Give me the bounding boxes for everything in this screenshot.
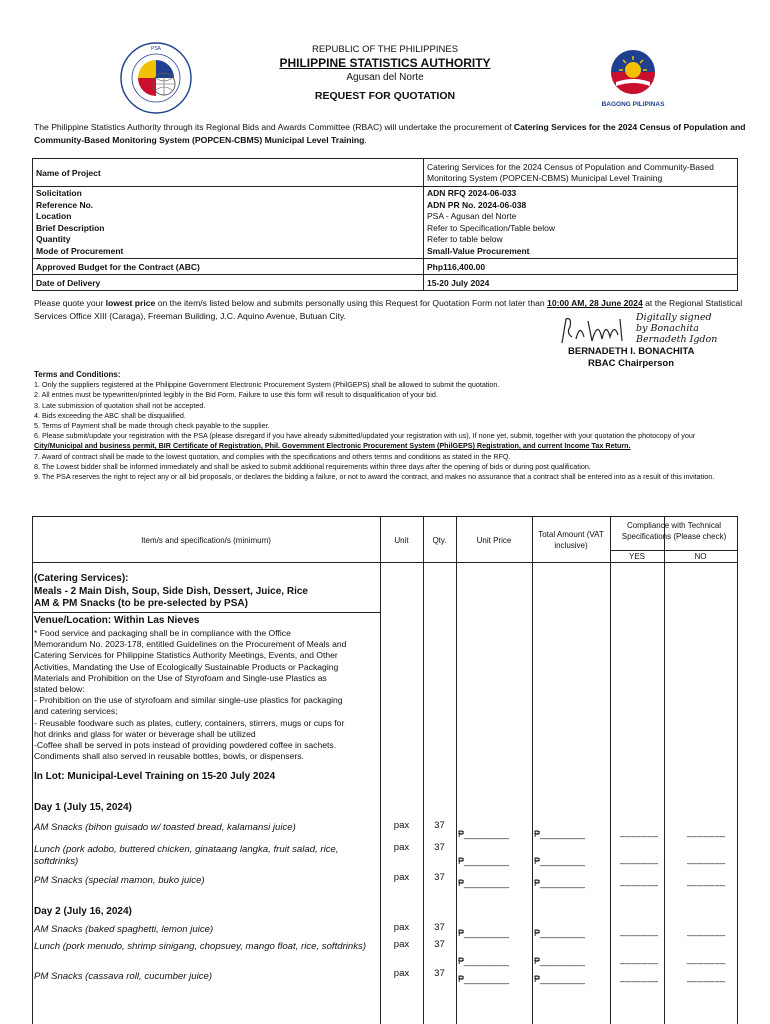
day2-am-unit-price-blank[interactable]: ₱_________ <box>458 928 510 938</box>
day2-lunch-qty: 37 <box>434 939 445 950</box>
republic-line: REPUBLIC OF THE PHILIPPINES <box>311 44 459 55</box>
delivery-value: 15-20 July 2024 <box>424 275 738 291</box>
intro-paragraph: The Philippine Statistics Authority through its Regional Bids and Awards Committee (RBAC) will undertake the procurement of Catering Services for the 2024 Census of Population and Community-Based Monitoring System (POPCEN-CBMS) Municipal Level Training. <box>34 122 746 145</box>
agency-name: PHILIPPINE STATISTICS AUTHORITY <box>279 56 491 70</box>
day1-lunch-qty: 37 <box>434 842 445 853</box>
lot-heading: In Lot: Municipal-Level Training on 15-20 July 2024 <box>34 771 276 782</box>
day2-am-qty: 37 <box>434 922 445 933</box>
day2-item-lunch: Lunch (pork menudo, shrimp sinigang, chopsuey, mango float, rice, softdrinks) <box>34 941 367 952</box>
project-value: Catering Services for the 2024 Census of Population and Community-Based Monitoring System (POPCEN-CBMS) Municipal Level Training <box>424 159 738 187</box>
day2-am-unit: pax <box>393 922 410 933</box>
day1-lunch-total-blank[interactable]: ₱_________ <box>534 856 586 866</box>
svg-text:PSA: PSA <box>150 46 162 52</box>
digital-signature-note: Digitally signed by Bonachita Bernadeth Igdon <box>636 312 718 345</box>
day1-pm-yes-blank[interactable]: _______ <box>620 876 659 886</box>
province-name: Agusan del Norte <box>346 72 424 83</box>
day2-am-yes-blank[interactable]: _______ <box>620 926 659 936</box>
day1-lunch-no-blank[interactable]: _______ <box>687 854 726 864</box>
day2-item-pm-snacks: PM Snacks (cassava roll, cucumber juice) <box>34 971 213 982</box>
food-service-specifications: * Food service and packaging shall be in compliance with the Office Memorandum No. 2023-178, entitled Guidelines on the Procurement of Meals and Catering Services for Philippine Statistics Authority Meetings, Events, and Other Activities, Mandating the Use of Ecologically Sustainable Products or Packaging Materials and Prohibition on the Use of Styrofoam and Single-use Plastics as stated below: - Prohibition on the use of styrofoam and similar single-use plastics for packaging and catering services; - Reusable foodware such as plates, cutlery, containers, stirrers, mugs or cups for hot drinks and glass for water or beverage shall be utilized -Coffee shall be served in pots instead of providing powdered coffee in sachets. Condiments shall also served in reusable bottles, bowls, or dispensers. <box>34 628 347 762</box>
day1-lunch-unit-price-blank[interactable]: ₱_________ <box>458 856 510 866</box>
day1-heading: Day 1 (July 15, 2024) <box>34 802 132 813</box>
day1-am-qty: 37 <box>434 820 445 831</box>
day2-lunch-unit: pax <box>393 939 410 950</box>
day2-lunch-no-blank[interactable]: _______ <box>687 954 726 964</box>
project-info-table <box>32 158 738 291</box>
handwritten-signature <box>558 313 638 347</box>
day1-am-unit: pax <box>393 820 410 831</box>
signatory-name: BERNADETH I. BONACHITA <box>568 346 695 357</box>
day1-lunch-unit: pax <box>393 842 410 853</box>
day2-pm-unit-price-blank[interactable]: ₱_________ <box>458 974 510 984</box>
project-label: Name of Project <box>33 159 424 187</box>
col-no: NO <box>694 552 707 561</box>
day2-lunch-yes-blank[interactable]: _______ <box>620 954 659 964</box>
solicitation-values: ADN RFQ 2024-06-033 ADN PR No. 2024-06-038 PSA - Agusan del Norte Refer to Specification/Table below Refer to table below Small-Value Procurement <box>424 187 738 259</box>
bagong-pilipinas-logo <box>588 46 678 110</box>
day2-heading: Day 2 (July 16, 2024) <box>34 906 132 917</box>
deadline: 10:00 AM, 28 June 2024 <box>547 298 643 308</box>
day2-pm-unit: pax <box>393 968 410 979</box>
document-header <box>0 0 770 110</box>
day2-lunch-unit-price-blank[interactable]: ₱_________ <box>458 956 510 966</box>
day1-pm-total-blank[interactable]: ₱_________ <box>534 878 586 888</box>
col-compliance: Compliance with Technical Specifications (Please check) <box>621 521 727 541</box>
items-table <box>32 516 738 1024</box>
day1-item-lunch: Lunch (pork adobo, buttered chicken, ginataang langka, fruit salad, rice, softdrinks) <box>34 844 339 867</box>
day1-pm-unit-price-blank[interactable]: ₱_________ <box>458 878 510 888</box>
abc-value: Php116,400.00 <box>424 259 738 275</box>
venue-heading: Venue/Location: Within Las Nieves <box>34 615 200 626</box>
day1-pm-no-blank[interactable]: _______ <box>687 876 726 886</box>
day2-lunch-total-blank[interactable]: ₱_________ <box>534 956 586 966</box>
quotation-instructions: Please quote your lowest price on the item/s listed below and submits personally using this Request for Quotation Form not later than 10:00 AM, 28 June 2024 at the Regional Statistical Services Office XIII (Caraga), Freeman Building, J.C. Aquino Avenue, Butuan City. <box>34 298 743 321</box>
col-yes: YES <box>628 552 645 561</box>
day2-pm-qty: 37 <box>434 968 445 979</box>
day2-pm-no-blank[interactable]: _______ <box>687 972 726 982</box>
day1-pm-unit: pax <box>393 872 410 883</box>
bagong-pilipinas-text: BAGONG PILIPINAS <box>601 101 665 108</box>
catering-heading: (Catering Services): Meals - 2 Main Dish, Soup, Side Dish, Dessert, Juice, Rice AM & PM Snacks (to be pre-selected by PSA) <box>34 573 308 609</box>
day1-item-am-snacks: AM Snacks (bihon guisado w/ toasted bread, kalamansi juice) <box>34 822 296 833</box>
solicitation-labels: Solicitation Reference No. Location Brief Description Quantity Mode of Procurement <box>33 187 424 259</box>
day2-am-no-blank[interactable]: _______ <box>687 926 726 936</box>
day1-item-pm-snacks: PM Snacks (special mamon, buko juice) <box>34 875 205 886</box>
page-title: REQUEST FOR QUOTATION <box>314 90 456 102</box>
terms-and-conditions: Terms and Conditions: 1. Only the suppliers registered at the Philippine Government Electronic Procurement System (PhilGEPS) shall be allowed to submit the quotation. 2. All entries must be typewritten/printed legibly in the Bid Form. Failure to use this form will result to disqualification of your bid. 3. Late submission of quotation shall not be accepted. 4. Bids exceeding the ABC shall be disqualified. 5. Terms of Payment shall be made through check payable to the supplier. 6. Please submit/update your registration with the PSA (please disregard if you have already submitted/updated your registration with us), If none yet, submit, together with your quotation the photocopy of your City/Municipal and business permit, BIR Certificate of Registration, Phil. Government Electronic Procurement System (PhilGEPS) Registration, and current Income Tax Return. 7. Award of contract shall be made to the lowest quotation, and complies with the specifications and others terms and conditions as stated in the RFQ. 8. The Lowest bidder shall be informed immediately and shall be asked to submit additional requirements within three days after the opening of bids or during post qualification. 9. The PSA reserves the right to reject any or all bid proposals, or declares the bidding a failure, or not to award the contract, and makes no assurance that a contract shall be entered into as a result of this invitation. <box>34 370 715 482</box>
day2-pm-total-blank[interactable]: ₱_________ <box>534 974 586 984</box>
day1-lunch-yes-blank[interactable]: _______ <box>620 854 659 864</box>
day2-am-total-blank[interactable]: ₱_________ <box>534 928 586 938</box>
day1-am-total-blank[interactable]: ₱_________ <box>534 829 586 839</box>
abc-label: Approved Budget for the Contract (ABC) <box>33 259 424 275</box>
day1-am-unit-price-blank[interactable]: ₱_________ <box>458 829 510 839</box>
day1-am-no-blank[interactable]: _______ <box>687 827 726 837</box>
col-qty: Qty. <box>432 536 447 545</box>
day1-pm-qty: 37 <box>434 872 445 883</box>
col-total-amount: Total Amount (VAT inclusive) <box>538 530 604 550</box>
day2-item-am-snacks: AM Snacks (baked spaghetti, lemon juice) <box>34 924 214 935</box>
signatory-role: RBAC Chairperson <box>588 358 675 369</box>
delivery-label: Date of Delivery <box>33 275 424 291</box>
day2-pm-yes-blank[interactable]: _______ <box>620 972 659 982</box>
col-unit: Unit <box>394 536 409 545</box>
col-items: Item/s and specification/s (minimum) <box>141 536 271 545</box>
col-unit-price: Unit Price <box>476 536 512 545</box>
day1-am-yes-blank[interactable]: _______ <box>620 827 659 837</box>
